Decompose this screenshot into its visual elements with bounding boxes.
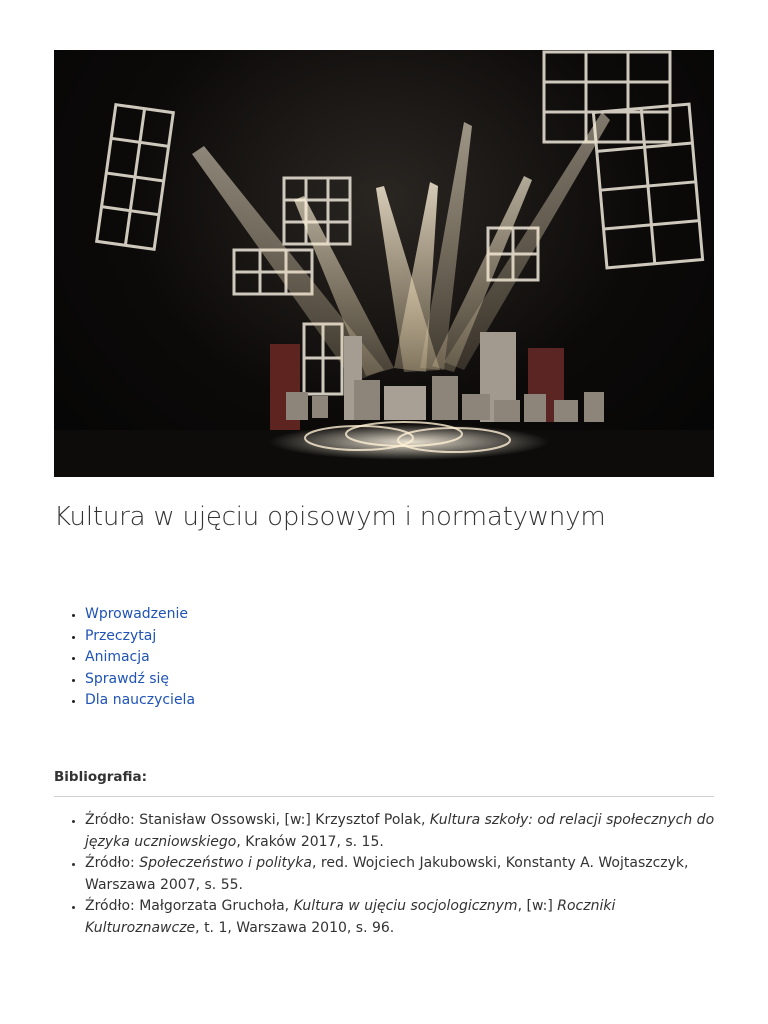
toc-item (85, 626, 195, 648)
hero-image (54, 50, 714, 477)
bib-text: Źródło: Stanisław Ossowski, [w:] Krzysztof Polak, (85, 812, 430, 828)
spotlight-beams (192, 112, 610, 382)
bibliography-item (85, 896, 715, 939)
toc-link-wprowadzenie[interactable]: Wprowadzenie (85, 606, 188, 622)
toc-link-sprawdz-sie[interactable]: Sprawdź się (85, 670, 170, 687)
page-title: Kultura w ujęciu opisowym i normatywnym (54, 502, 606, 532)
toc-link-animacja[interactable]: Animacja (85, 649, 150, 666)
bibliography-list (54, 810, 715, 940)
bib-text: , red. Wojciech Jakubowski, Konstanty A. Wojtaszczyk, Warszawa 2007, s. 55. (85, 855, 689, 893)
divider (54, 796, 714, 797)
bib-title-italic: Społeczeństwo i polityka (139, 855, 312, 872)
bib-title-italic: Kultura szkoły: od relacji społecznych do języka uczniowskiego (85, 812, 715, 850)
bibliography-item (85, 810, 715, 853)
table-of-contents (54, 604, 195, 712)
toc-link-przeczytaj[interactable]: Przeczytaj (85, 627, 157, 644)
bibliography-heading: Bibliografia: (54, 769, 148, 785)
bib-journal-italic: Roczniki Kulturoznawcze (85, 898, 616, 936)
toc-item (85, 690, 195, 712)
bib-text: , Kraków 2017, s. 15. (236, 833, 384, 850)
toc-item (85, 669, 195, 691)
stage-illustration (54, 50, 714, 477)
bibliography-item (85, 853, 715, 896)
bib-text: Źródło: Małgorzata Gruchoła, (85, 898, 294, 915)
toc-item (85, 647, 195, 669)
bib-text: , [w:] (517, 898, 558, 915)
bib-text: Źródło: (85, 855, 140, 872)
toc-link-dla-nauczyciela[interactable]: Dla nauczyciela (85, 692, 196, 709)
bib-title-italic: Kultura w ujęciu socjologicznym (293, 898, 518, 915)
toc-item (85, 604, 195, 626)
bib-text: , t. 1, Warszawa 2010, s. 96. (195, 919, 395, 936)
